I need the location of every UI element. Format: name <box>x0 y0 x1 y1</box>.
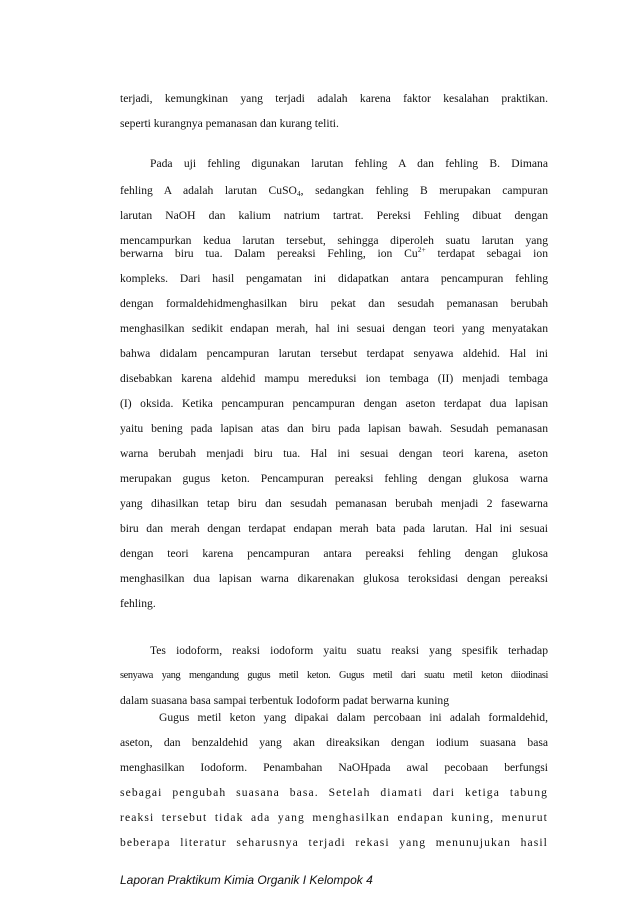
text-line: aseton, dan benzaldehid yang akan direaksikan dengan iodium suasana basa <box>120 736 548 749</box>
text-line <box>120 247 548 261</box>
text-line: bahwa didalam pencampuran larutan tersebut terdapat senyawa aldehid. Hal ini <box>120 347 548 360</box>
text-line: dalam suasana basa sampai terbentuk Iodoform padat berwarna kuning <box>120 694 450 707</box>
text-line: merupakan gugus keton. Pencampuran pereaksi fehling dengan glukosa warna <box>120 472 548 485</box>
text-line: biru dan merah dengan terdapat endapan merah bata pada larutan. Hal ini sesuai <box>120 522 548 535</box>
text-line: yang dihasilkan tetap biru dan sesudah pemanasan berubah menjadi 2 fasewarna <box>120 497 548 510</box>
text-line: senyawa yang mengandung gugus metil keton. Gugus metil dari suatu metil keton diiodinasi <box>120 670 548 681</box>
text-line: (I) oksida. Ketika pencampuran pencampuran dengan aseton terdapat dua lapisan <box>120 397 548 410</box>
text-line: menghasilkan dua lapisan warna dikarenakan glukosa teroksidasi dengan pereaksi <box>120 572 548 585</box>
paragraph-first-line: Pada uji fehling digunakan larutan fehling A dan fehling B. Dimana <box>150 157 548 170</box>
text-line: larutan NaOH dan kalium natrium tartrat. Pereksi Fehling dibuat dengan <box>120 209 548 222</box>
text-line: fehling. <box>120 597 156 610</box>
text-line: disebabkan karena aldehid mampu mereduksi ion tembaga (II) menjadi tembaga <box>120 372 548 385</box>
text-line: dengan teori karena pencampuran antara pereaksi fehling dengan glukosa <box>120 547 548 560</box>
text-segment: berwarna biru tua. Dalam pereaksi Fehling, ion Cu <box>120 247 418 260</box>
text-line <box>120 184 548 198</box>
text-line: warna berubah menjadi biru tua. Hal ini sesuai dengan teori karena, aseton <box>120 447 548 460</box>
text-segment: , sedangkan fehling B merupakan campuran <box>300 184 548 197</box>
text-line: terjadi, kemungkinan yang terjadi adalah karena faktor kesalahan praktikan. <box>120 92 548 105</box>
subscript: 4 <box>296 189 301 198</box>
text-line: kompleks. Dari hasil pengamatan ini didapatkan antara pencampuran fehling <box>120 272 548 285</box>
text-segment: fehling A adalah larutan CuSO <box>120 184 297 197</box>
superscript: 2+ <box>417 245 426 254</box>
paragraph-first-line: Tes iodoform, reaksi iodoform yaitu suatu reaksi yang spesifik terhadap <box>150 644 548 657</box>
text-line: mencampurkan kedua larutan tersebut, sehingga diperoleh suatu larutan yang <box>120 234 548 247</box>
paragraph-first-line: Gugus metil keton yang dipakai dalam percobaan ini adalah formaldehid, <box>159 711 548 724</box>
text-line: reaksi tersebut tidak ada yang menghasilkan endapan kuning, menurut <box>120 811 548 824</box>
text-line: sebagai pengubah suasana basa. Setelah diamati dari ketiga tabung <box>120 786 548 799</box>
text-line: yaitu bening pada lapisan atas dan biru pada lapisan bawah. Sesudah pemanasan <box>120 422 548 435</box>
text-line: seperti kurangnya pemanasan dan kurang teliti. <box>120 117 339 130</box>
text-segment: terdapat sebagai ion <box>425 247 548 260</box>
text-line: dengan formaldehidmenghasilkan biru pekat dan sesudah pemanasan berubah <box>120 297 548 310</box>
text-line: menghasilkan sedikit endapan merah, hal ini sesuai dengan teori yang menyatakan <box>120 322 548 335</box>
page-footer: Laporan Praktikum Kimia Organik I Kelompok 4 <box>120 873 373 887</box>
text-line: menghasilkan Iodoform. Penambahan NaOHpada awal pecobaan berfungsi <box>120 761 548 774</box>
text-line: beberapa literatur seharusnya terjadi rekasi yang menunujukan hasil <box>120 836 548 849</box>
